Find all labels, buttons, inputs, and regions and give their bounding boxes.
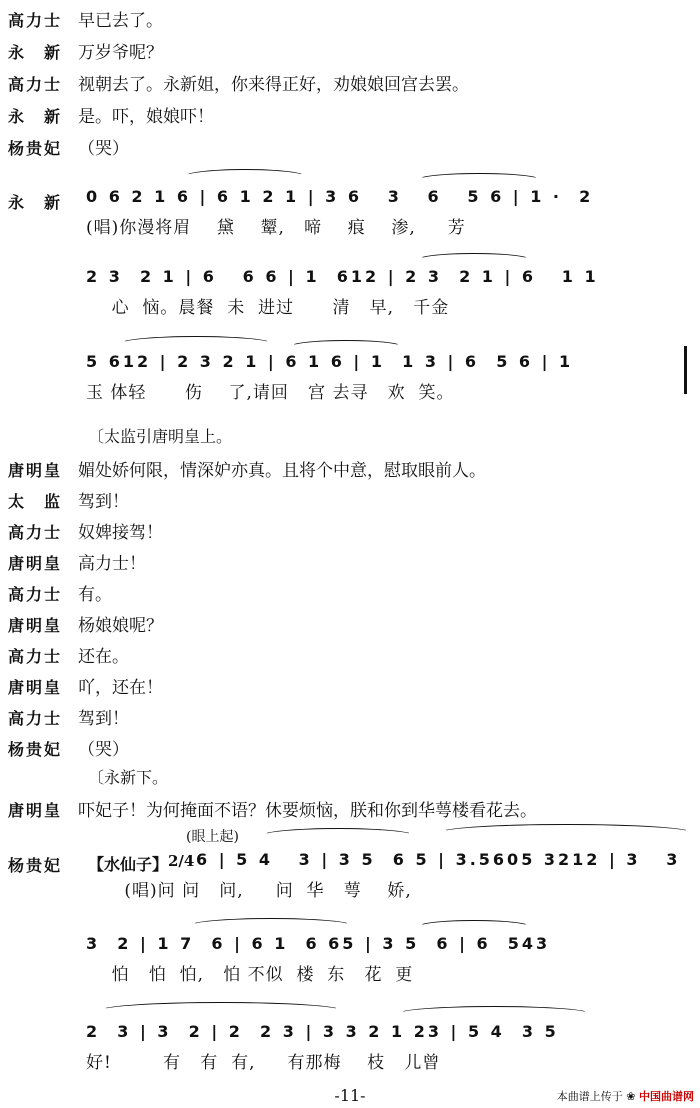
speaker-name: 唐明皇 — [8, 678, 63, 697]
song1-lyrics-row-3: 玉 体轻 伤 了,请回 宫 去寻 欢 笑。 — [86, 383, 455, 403]
dialogue-line — [8, 549, 146, 577]
dialogue-line — [8, 456, 486, 484]
speaker-name: 高力士 — [8, 11, 63, 30]
footer-logo: 中国曲谱网 — [639, 1090, 694, 1103]
speaker-name: 永 新 — [8, 107, 63, 126]
slur — [418, 173, 540, 186]
footer-credit — [557, 1088, 694, 1104]
spoken-text: 吓妃子！为何掩面不语？休要烦恼，朕和你到华萼楼看花去。 — [78, 801, 537, 821]
spoken-text: 媚处娇何限，情深妒亦真。且将个中意，慰取眼前人。 — [78, 461, 486, 481]
song1-notes-row-3: 5 612 | 2 3 2 1 | 6 1 6 | 1 1 3 | 6 5 6 | 1 — [86, 352, 574, 371]
spoken-text: （哭） — [78, 740, 129, 760]
slur — [262, 828, 414, 843]
slur — [398, 1006, 590, 1021]
speaker-name: 唐明皇 — [8, 801, 63, 820]
slur — [440, 824, 692, 841]
song1-lyrics-row-1: (唱)你漫将眉 黛 颦, 啼 痕 渗, 芳 — [86, 218, 466, 238]
dialogue-line — [8, 642, 129, 670]
dialogue-line — [8, 6, 163, 34]
dialogue-line — [8, 487, 129, 515]
spoken-text: （哭） — [78, 139, 129, 159]
song2-lyrics-row-1: (唱)问 问 问, 问 华 萼 娇, — [86, 881, 412, 901]
speaker-name: 唐明皇 — [8, 616, 63, 635]
song1-speaker: 永 新 — [8, 193, 63, 212]
spoken-text: 杨娘娘呢？ — [78, 616, 163, 636]
dialogue-line — [8, 735, 129, 763]
footer-text: 本曲谱上传于 — [556, 1090, 623, 1103]
dialogue-line — [8, 796, 537, 824]
song2-notes-row-1: 6 | 5 4 3 | 3 5 6 5 | 3.5605 3212 | 3 3 — [196, 850, 681, 869]
speaker-name: 高力士 — [8, 75, 63, 94]
spoken-text: 视朝去了。永新姐，你来得正好，劝娘娘回宫去罢。 — [78, 75, 469, 95]
speaker-name: 杨贵妃 — [8, 740, 63, 759]
speaker-name: 高力士 — [8, 585, 63, 604]
song2-lyrics-row-3: 好! 有 有 有, 有那梅 枝 儿曾 — [86, 1053, 441, 1073]
dialogue-line — [8, 134, 129, 162]
dialogue-line — [8, 580, 112, 608]
speaker-name: 太 监 — [8, 492, 63, 511]
stage-direction-2: 〔永新下。 — [88, 768, 169, 787]
spoken-text: 万岁爷呢？ — [78, 43, 163, 63]
slur — [418, 920, 530, 933]
spoken-text: 吖，还在！ — [78, 678, 163, 698]
speaker-name: 杨贵妃 — [8, 139, 63, 158]
song2-lyrics-row-2: 怕 怕 怕, 怕 不似 楼 东 花 更 — [86, 965, 414, 985]
slur — [100, 1002, 342, 1019]
song1-lyrics-row-2: 心 恼。晨餐 未 进过 清 早, 千金 — [86, 298, 450, 318]
double-barline — [684, 346, 687, 394]
site-logo-icon: ❀ — [626, 1090, 636, 1103]
slur — [190, 918, 352, 933]
dialogue-line — [8, 518, 163, 546]
spoken-text: 早已去了。 — [78, 11, 163, 31]
tempo-mark: (眼上起) — [186, 829, 239, 845]
dialogue-line — [8, 704, 129, 732]
spoken-text: 还在。 — [78, 647, 129, 667]
stage-direction-1: 〔太监引唐明皇上。 — [88, 427, 233, 446]
speaker-name: 唐明皇 — [8, 461, 63, 480]
song1-notes-row-2: 2 3 2 1 | 6 6 6 | 1 612 | 2 3 2 1 | 6 1 1 — [86, 267, 599, 286]
speaker-name: 唐明皇 — [8, 554, 63, 573]
spoken-text: 驾到！ — [78, 709, 129, 729]
spoken-text: 是。吓，娘娘吓！ — [78, 107, 214, 127]
page-number: -11- — [334, 1086, 366, 1105]
spoken-text: 高力士！ — [78, 554, 146, 574]
slur — [418, 253, 530, 266]
tune-name: 【水仙子】 — [88, 855, 169, 874]
speaker-name: 永 新 — [8, 43, 63, 62]
speaker-name: 高力士 — [8, 647, 63, 666]
song2-notes-row-3: 2 3 | 3 2 | 2 2 3 | 3 3 2 1 23 | 5 4 3 5 — [86, 1022, 559, 1041]
speaker-name: 高力士 — [8, 523, 63, 542]
song1-notes-row-1: 0 6 2 1 6 | 6 1 2 1 | 3 6 3 6 5 6 | 1 · 2 — [86, 187, 594, 206]
slur — [120, 336, 272, 351]
dialogue-line — [8, 673, 163, 701]
slur — [184, 169, 306, 184]
spoken-text: 驾到！ — [78, 492, 129, 512]
speaker-name: 高力士 — [8, 709, 63, 728]
song2-speaker: 杨贵妃 — [8, 856, 63, 875]
dialogue-line — [8, 102, 214, 130]
time-signature: 2/4 — [168, 852, 195, 870]
dialogue-line — [8, 38, 163, 66]
dialogue-line — [8, 611, 163, 639]
dialogue-line — [8, 70, 469, 98]
spoken-text: 有。 — [78, 585, 112, 605]
song2-notes-row-2: 3 2 | 1 7 6 | 6 1 6 65 | 3 5 6 | 6 543 — [86, 934, 551, 953]
spoken-text: 奴婢接驾！ — [78, 523, 163, 543]
